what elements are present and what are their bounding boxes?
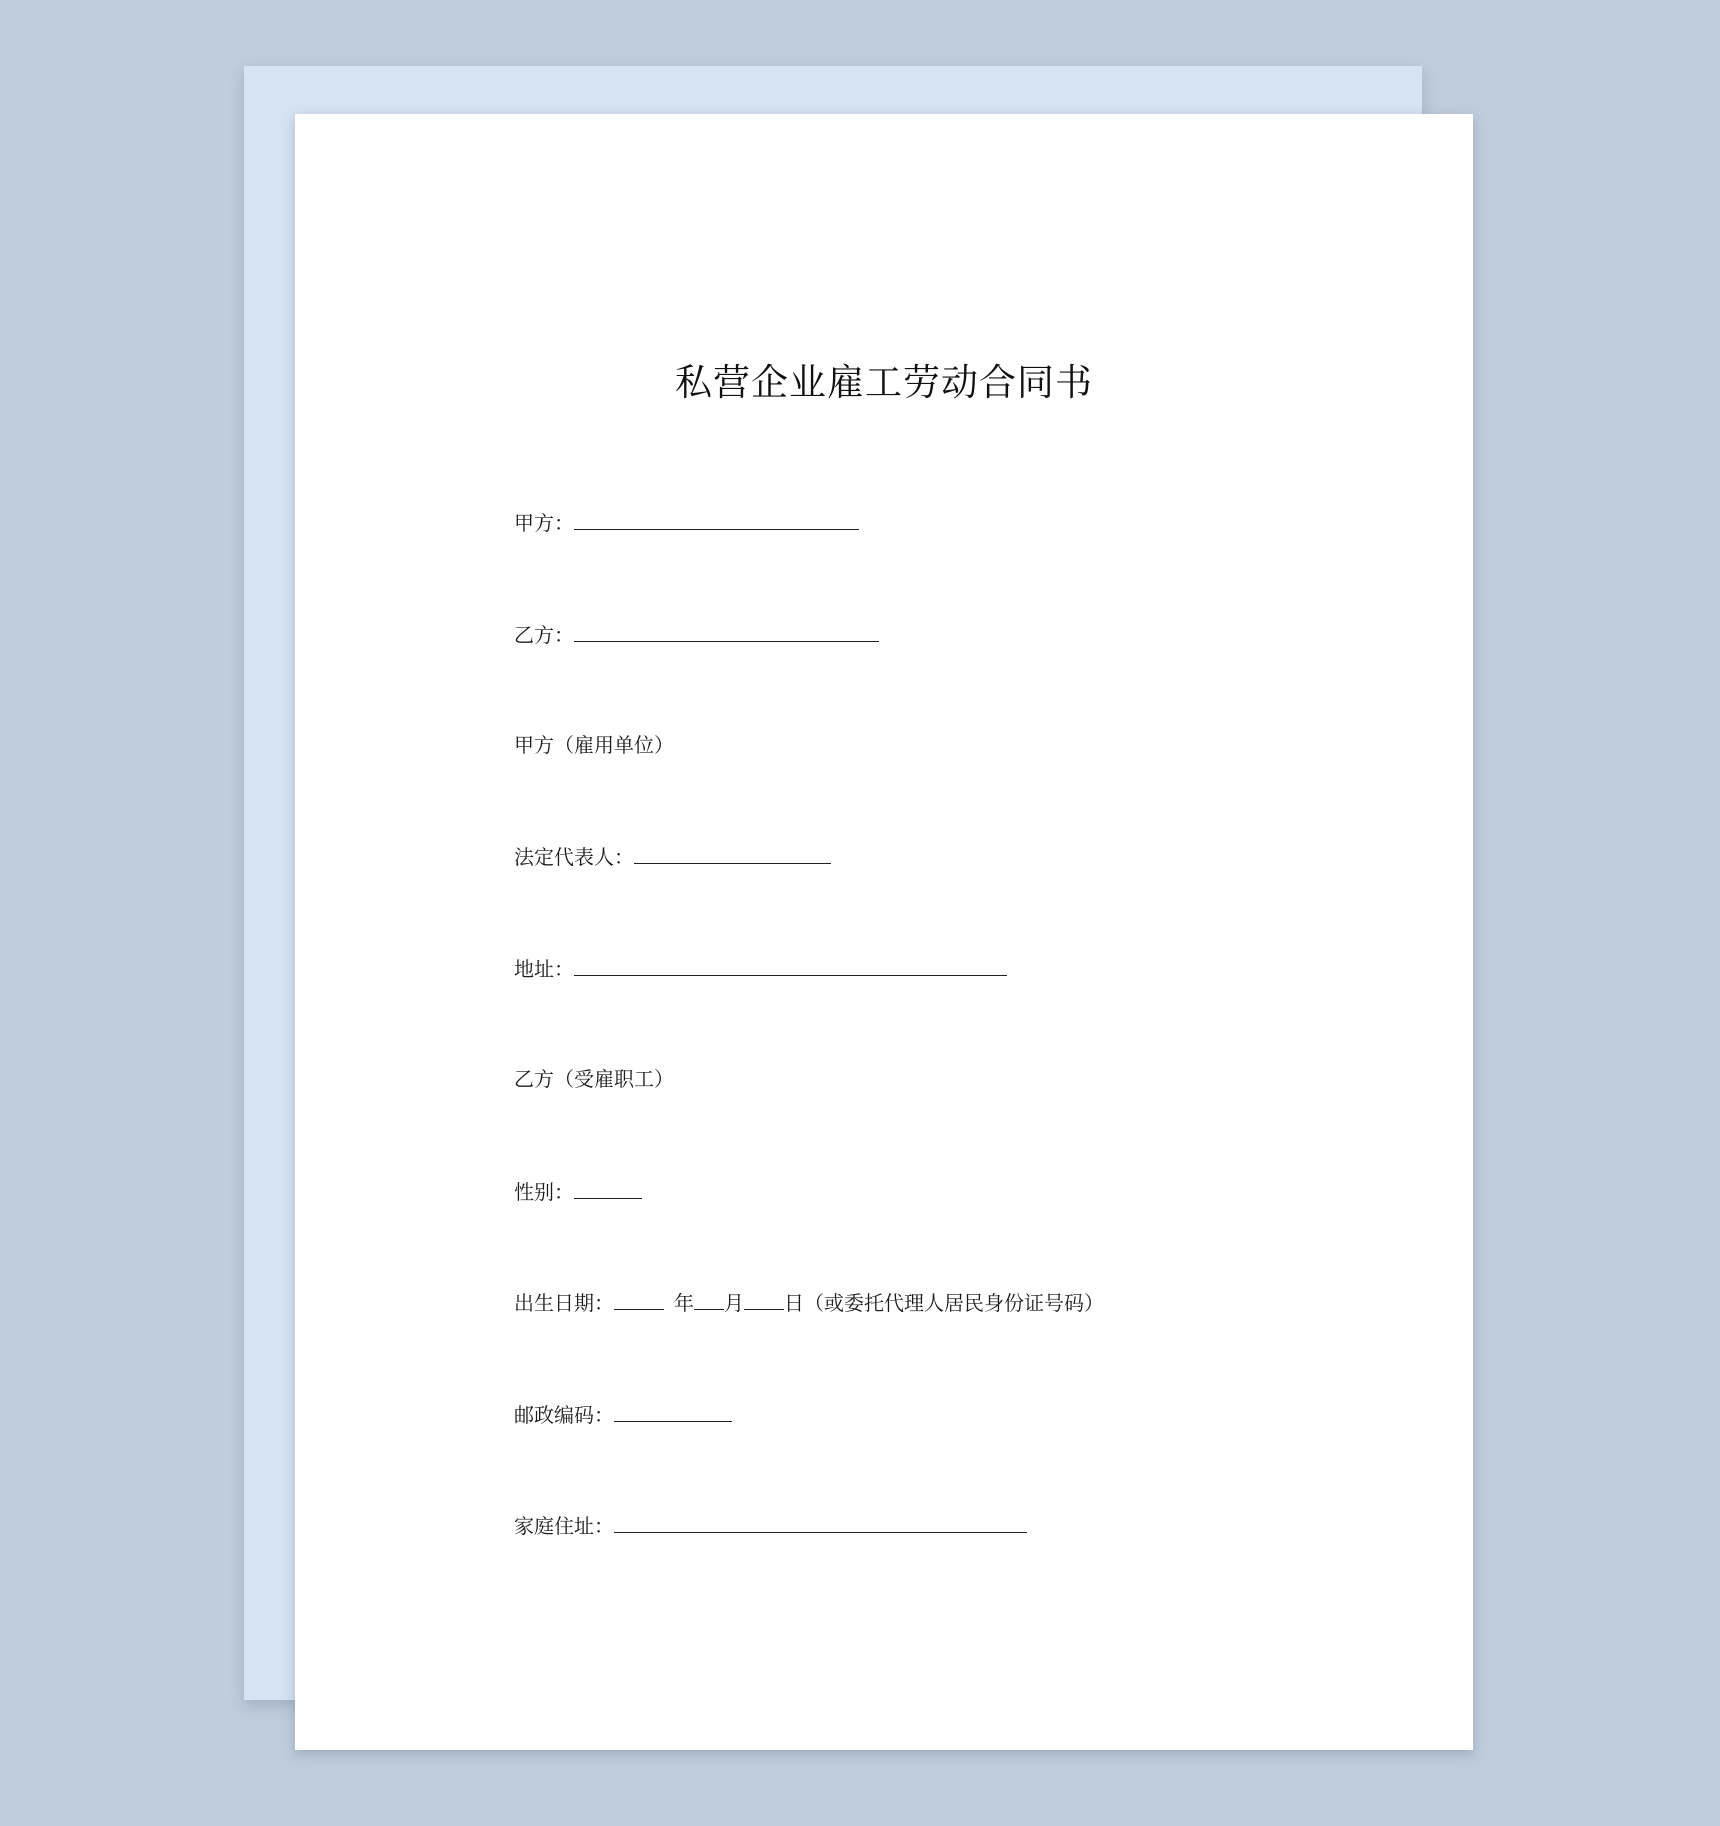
party-a-field [514,509,859,536]
birth-date-field [514,1289,1104,1316]
month-label: 月 [724,1291,744,1315]
day-and-note: 日（或委托代理人居民身份证号码） [784,1291,1104,1315]
document-title: 私营企业雇工劳动合同书 [675,361,1093,404]
gender-label: 性别： [514,1180,574,1204]
party-b-section-heading: 乙方（受雇职工） [514,1067,674,1091]
document-page [295,114,1473,1750]
postal-code-blank[interactable] [614,1401,732,1422]
gender-field [514,1178,642,1205]
birth-day-blank[interactable] [744,1289,784,1310]
legal-rep-label: 法定代表人： [514,845,634,869]
postal-label: 邮政编码： [514,1403,614,1427]
home-address-blank[interactable] [614,1512,1027,1533]
party-b-blank[interactable] [574,621,879,642]
postal-code-field [514,1401,732,1428]
party-b-field [514,621,879,648]
gender-blank[interactable] [574,1178,642,1199]
address-blank[interactable] [574,955,1007,976]
party-a-blank[interactable] [574,509,859,530]
birth-month-blank[interactable] [694,1289,724,1310]
home-address-field [514,1512,1027,1539]
party-a-label: 甲方： [514,511,574,535]
party-a-section-heading: 甲方（雇用单位） [514,733,674,757]
birth-year-blank[interactable] [614,1289,664,1310]
legal-rep-field [514,843,831,870]
address-field [514,955,1007,982]
address-label: 地址： [514,957,574,981]
birth-label: 出生日期： [514,1291,614,1315]
year-label: 年 [674,1291,694,1315]
home-address-label: 家庭住址： [514,1514,614,1538]
legal-rep-blank[interactable] [634,843,831,864]
party-b-label: 乙方： [514,623,574,647]
